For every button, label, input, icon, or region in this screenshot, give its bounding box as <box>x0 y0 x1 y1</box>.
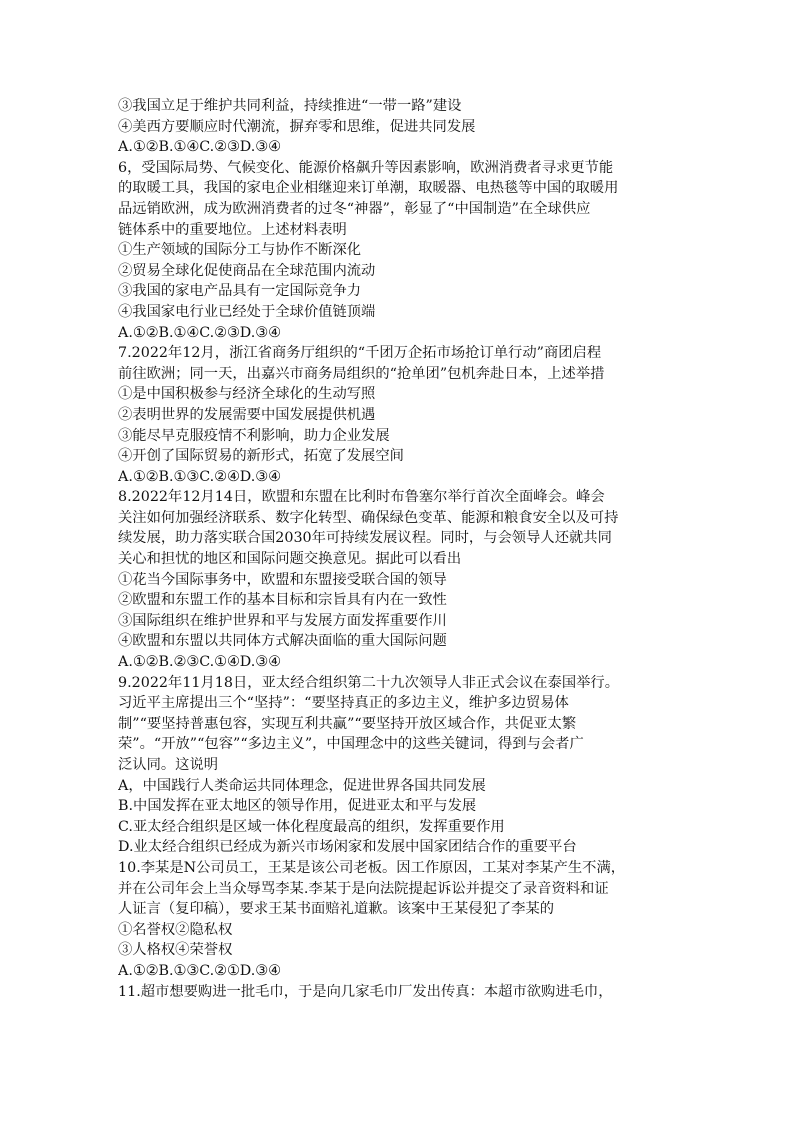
text-line: ③我国的家电产品具有一定国际竞争力 <box>118 283 362 300</box>
text-line: 品远销欧洲，成为欧洲消费者的过冬“神器”，彰显了“中国制造”在全球供应 <box>118 200 591 217</box>
text-line: ④我国家电行业已经处于全球价值链顶端 <box>118 303 376 320</box>
text-line: ③能尽早克服疫情不利影响，助力企业发展 <box>118 427 390 444</box>
text-line: 习近平主席提出三个“坚持”：“要坚持真正的多边主义，维护多边贸易体 <box>118 695 569 712</box>
text-line: B.中国发挥在亚太地区的领导作用，促进亚太和平与发展 <box>118 798 477 815</box>
text-line: 8.2022年12月14日，欧盟和东盟在比利时布鲁塞尔举行首次全面峰会。峰会 <box>118 489 605 506</box>
text-line: ①花当今国际事务中，欧盟和东盟接受联合国的领导 <box>118 571 447 588</box>
text-line: 人证言（复印稿），要求王某书面赔礼道歉。该案中王某侵犯了李某的 <box>118 901 555 918</box>
text-line: 链体系中的重要地位。上述材料表明 <box>118 221 347 238</box>
text-line: ④开创了国际贸易的新形式，拓宽了发展空间 <box>118 448 404 465</box>
text-line: ③国际组织在维护世界和平与发展方面发挥重要作川 <box>118 612 447 629</box>
text-line: ②欧盟和东盟工作的基本目标和宗旨具有内在一致性 <box>118 592 447 609</box>
text-line: ④美西方要顺应时代潮流，摒弃零和思维，促进共同发展 <box>118 118 476 135</box>
text-line: 续发展，助力落实联合国2030年可持续发展议程。同时，与会领导人还就共同 <box>118 530 612 547</box>
text-line: C.亚太经合组织是区域一体化程度最高的组织，发挥重要作用 <box>118 818 505 835</box>
text-line: ③人格权④荣誉权 <box>118 942 233 959</box>
text-line: 7.2022年12月，浙江省商务厅组织的“千团万企拓市场抢订单行动”商团启程 <box>118 345 602 362</box>
text-line: 9.2022年11月18日，亚太经合组织第二十九次领导人非正式会议在泰国举行。 <box>118 674 620 691</box>
text-line: ②表明世界的发展需要中国发展提供机遇 <box>118 406 376 423</box>
text-line: A.①②B.①④C.②③D.③④ <box>118 324 281 341</box>
text-line: 关心和担忧的地区和国际问题交换意见。据此可以看出 <box>118 551 462 568</box>
text-line: 的取暖工具，我国的家电企业相继迎来订单潮，取暖器、电热毯等中国的取暖用 <box>118 180 619 197</box>
text-line: 10.李某是N公司员工，王某是该公司老板。因工作原因，工某对李某产生不满， <box>118 859 626 876</box>
text-line: 制”“要坚持普惠包容，实现互利共赢”“要坚持开放区域合作，共促亚太繁 <box>118 715 577 732</box>
document-page <box>118 96 690 1002</box>
text-line: 关注如何加强经济联系、数字化转型、确保绿色变革、能源和粮食安全以及可持 <box>118 509 619 526</box>
text-line: A.①②B.②③C.①④D.③④ <box>118 654 281 671</box>
text-line: 泛认同。这说明 <box>118 757 219 773</box>
text-line: ④欧盟和东盟以共同体方式解决面临的重大国际问题 <box>118 633 447 650</box>
text-line: A.①②B.①④C.②③D.③④ <box>118 139 281 156</box>
text-line: A，中国践行人类命运共同体理念，促进世界各国共同发展 <box>118 777 486 794</box>
text-line: A.①②B.①③C.②①D.③④ <box>118 962 281 979</box>
text-line: 荣”。“开放”“包容”“多边主义”，中国理念中的这些关键词，得到与会者广 <box>118 736 584 753</box>
text-line: 前往欧洲；同一天，出嘉兴市商务局组织的“抢单团”包机奔赴日本，上述举措 <box>118 365 605 382</box>
text-line: 6，受国际局势、气候变化、能源价格飙升等因素影响，欧洲消费者寻求更节能 <box>118 159 614 176</box>
text-line: 11.超市想要购进一批毛巾，于是向几家毛巾厂发出传真：本超市欲购进毛巾， <box>118 983 613 1000</box>
text-line: ①生产领域的国际分工与协作不断深化 <box>118 242 362 259</box>
text-line: ③我国立足于维护共同利益，持续推进“一带一路”建设 <box>118 98 462 114</box>
text-line: ①是中国积极参与经济全球化的生动写照 <box>118 386 376 403</box>
text-line: A.①②B.①③C.②④D.③④ <box>118 468 281 485</box>
text-line: ①名誉权②隐私权 <box>118 921 233 938</box>
text-line: D.业太经合组织已经成为新兴市场闲家和发展中国家团结合作的重要平台 <box>118 839 577 856</box>
text-line: 并在公司年会上当众辱骂李某.李某于是向法院提起诉讼并提交了录音资料和证 <box>118 880 609 897</box>
text-line: ②贸易全球化促使商品在全球范围内流动 <box>118 262 376 279</box>
